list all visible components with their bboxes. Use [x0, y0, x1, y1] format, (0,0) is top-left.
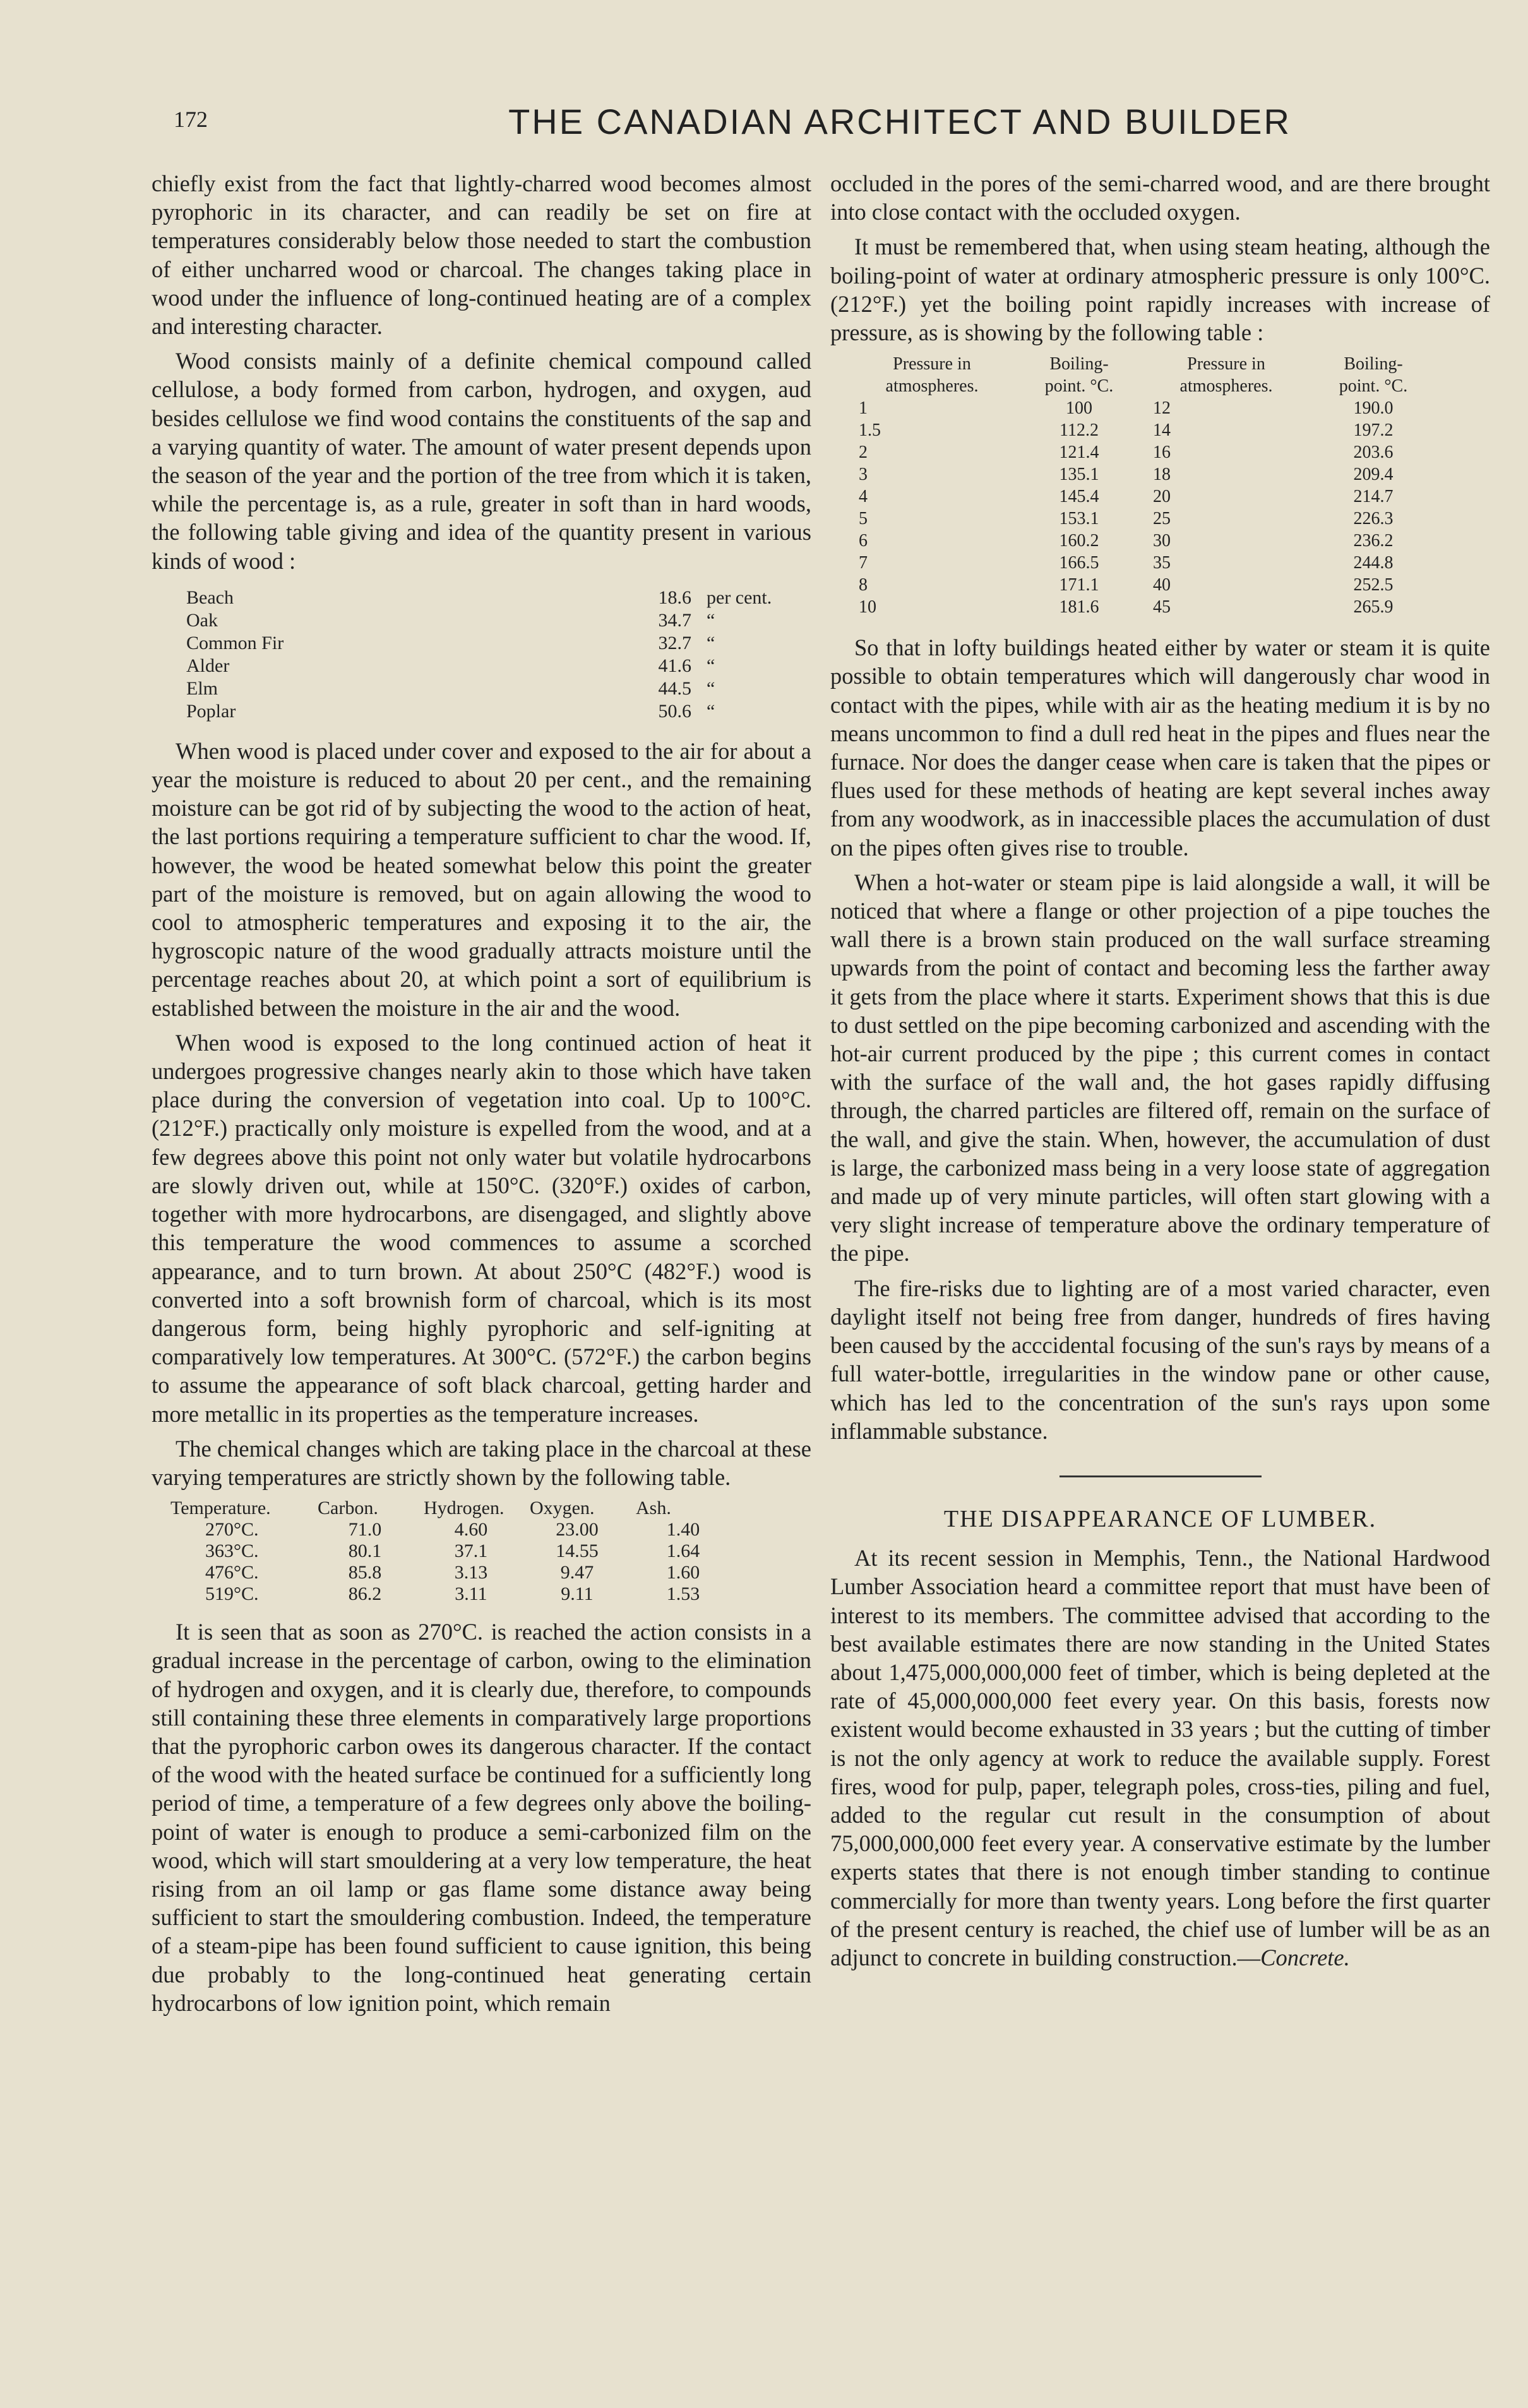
table-row [840, 508, 1428, 530]
table-row [840, 463, 1428, 486]
table-cell: 6 [859, 531, 868, 551]
table-cell: 112.2 [1059, 420, 1099, 441]
table-cell: 1.40 [666, 1519, 700, 1541]
paragraph: The chemical changes which are taking place in the charcoal at these varying temperatures are strictly shown by the following table. [152, 1435, 811, 1490]
paragraph: occluded in the pores of the semi-charred wood, and are there brought into close contact with the occluded oxygen. [830, 170, 1490, 225]
table-cell: 236.2 [1353, 531, 1394, 551]
section-divider [1059, 1475, 1262, 1477]
table-cell: 209.4 [1353, 465, 1394, 485]
table-row [170, 1562, 742, 1583]
table-cell: 519°C. [205, 1583, 259, 1605]
wood-name: Alder [186, 655, 230, 676]
table-cell: 35 [1153, 553, 1171, 573]
table-cell: 244.8 [1353, 553, 1394, 573]
boiling-point-table [840, 353, 1428, 618]
left-column [152, 169, 811, 2024]
table-cell: 8 [859, 575, 868, 595]
table-cell: 40 [1153, 575, 1171, 595]
table-cell: 9.47 [560, 1562, 594, 1583]
table-cell: 1.64 [666, 1541, 700, 1562]
table-cell: 265.9 [1353, 597, 1394, 617]
table-cell: 4.60 [454, 1519, 488, 1541]
article-heading: THE DISAPPEARANCE OF LUMBER. [943, 1505, 1377, 1532]
column-header: Ash. [636, 1498, 671, 1519]
table-cell: 153.1 [1059, 509, 1099, 529]
right-column [830, 169, 1490, 1978]
table-row [186, 677, 772, 700]
table-cell: 226.3 [1353, 509, 1394, 529]
table-row [186, 632, 772, 655]
wood-moisture-table [186, 587, 772, 723]
paragraph: When a hot-water or steam pipe is laid alongside a wall, it will be noticed that where a flange or other projection of a pipe touches the wall there is a brown stain produced on the wall surface streaming upwards from the point of contact and becoming less the farther away it gets from the place where it starts. Experiment shows that this is due to dust settled on the pipe becoming carbonized and ascending with the hot-air current produced by the pipe ; this current comes in contact with the surface of the wall and, the hot gases rapidly diffusing through, the charred particles are filtered off, remain on the surface of the wall, and give the stain. When, however, the accumulation of dust is large, the carbonized mass being in a very loose state of aggregation and made up of very minute particles, will often start glowing with a very slight increase of temperature above the ordinary temperature of the pipe. [830, 869, 1490, 1267]
moisture-unit: “ [707, 655, 715, 676]
journal-title: THE CANADIAN ARCHITECT AND BUILDER [508, 102, 1291, 141]
column-header: Temperature. [170, 1498, 271, 1519]
table-cell: 190.0 [1353, 398, 1394, 419]
moisture-value: 41.6 [658, 655, 691, 676]
paragraph: So that in lofty buildings heated either by water or steam it is quite possible to obtain temperatures which will dangerously char wood in contact with the pipes, while with air as the heating medium it is by no means uncommon to find a dull red heat in the pipes and flues near the furnace. Nor does the danger cease when care is taken that the pipes or flues used for these methods of heating are kept several inches away from any woodwork, as in inaccessible places the accumulation of dust on the pipes often gives rise to trouble. [830, 635, 1490, 861]
paragraph: Wood consists mainly of a definite chemical compound called cellulose, a body formed from carbon, hydrogen, and oxygen, aud besides cellulose we find wood contains the constituents of the sap and a varying quantity of water. The amount of water present depends upon the season of the year and the portion of the tree from which it is taken, while the percentage is, as a rule, greater in soft than in hard woods, the following table giving and idea of the quantity present in various kinds of wood : [152, 348, 811, 574]
table-cell: 252.5 [1353, 575, 1394, 595]
table-cell: 86.2 [348, 1583, 382, 1605]
table-cell: 16 [1153, 443, 1171, 463]
paragraph: chiefly exist from the fact that lightly-charred wood becomes almost pyrophoric in its character, and can readily be set on fire at temperatures considerably below those needed to start the combustion of either uncharred wood or charcoal. The changes taking place in wood under the influence of long-continued heating are of a complex and interesting character. [152, 170, 811, 340]
paragraph [830, 1544, 1490, 1972]
table-cell: 214.7 [1353, 487, 1394, 507]
table-cell: 71.0 [348, 1519, 382, 1541]
paragraph-text: At its recent session in Memphis, Tenn., the National Hardwood Lumber Association heard a committee report that must have been of interest to its members. The committee advised that according to the best available estimates there are now standing in the United States about 1,475,000,000,000 feet of timber, which is being depleted at the rate of 45,000,000,000 feet every year. On this basis, forests now existent would become exhausted in 33 years ; but the cutting of timber is not the only agency at work to reduce the available supply. Forest fires, wood for pulp, paper, telegraph poles, cross-ties, piling and fuel, added to the regular cut result in the consumption of about 75,000,000,000 feet every year. A conservative estimate by the lumber experts states that there is not enough timber standing to continue commercially for more than twenty years. Long before the first quarter of the present century is reached, the chief use of lumber will be as an adjunct to concrete in building construction.— [830, 1545, 1490, 1970]
paragraph: When wood is exposed to the long continued action of heat it undergoes progressive changes nearly akin to those which have taken place during the conversion of vegetation into coal. Up to 100°C. (212°F.) practically only moisture is expelled from the wood, and at a few degrees above this point not only water but volatile hydrocarbons are slowly driven out, while at 150°C. (320°F.) oxides of carbon, together with more hydrocarbons, are disengaged, and slightly above this temperature the wood commences to assume a scorched appearance, and to turn brown. At about 250°C (482°F.) wood is converted into a soft brownish form of charcoal, which is its most dangerous form, being highly pyrophoric and self-igniting at comparatively low temperatures. At 300°C. (572°F.) the carbon begins to assume the appearance of soft black charcoal, getting harder and more metallic in its properties as the temperature increases. [152, 1029, 811, 1427]
table-row [186, 655, 772, 677]
moisture-unit: “ [707, 677, 715, 699]
table-cell: 1.60 [666, 1562, 700, 1583]
table-row [186, 609, 772, 632]
table-cell: 14.55 [556, 1541, 599, 1562]
table-cell: 25 [1153, 509, 1171, 529]
table-row [840, 397, 1428, 419]
table-cell: 1.5 [859, 420, 881, 441]
column-header: Pressure in atmospheres. [1179, 354, 1273, 396]
paragraph: The fire-risks due to lighting are of a most varied character, even daylight itself not being free from danger, hundreds of fires having been caused by the acccidental focusing of the sun's rays by means of a full water-bottle, irregularities in the window pane or other cause, which has led to the concentration of the sun's rays upon some inflammable substance. [830, 1275, 1490, 1444]
table-row [186, 700, 772, 723]
charcoal-composition-table [170, 1498, 742, 1605]
table-cell: 3.11 [455, 1583, 487, 1605]
table-cell: 85.8 [348, 1562, 382, 1583]
table-cell: 145.4 [1059, 487, 1099, 507]
table-cell: 171.1 [1059, 575, 1099, 595]
wood-name: Oak [186, 609, 218, 631]
table-cell: 23.00 [556, 1519, 599, 1541]
column-header: Pressure in atmospheres. [885, 354, 979, 396]
column-header: Boiling-point. °C. [1044, 354, 1114, 396]
table-cell: 1.53 [666, 1583, 700, 1605]
table-cell: 160.2 [1059, 531, 1099, 551]
table-cell: 135.1 [1059, 465, 1099, 485]
table-cell: 1 [859, 398, 868, 419]
table-cell: 37.1 [454, 1541, 488, 1562]
table-row [840, 552, 1428, 574]
table-row [840, 486, 1428, 508]
moisture-unit: per cent. [707, 587, 772, 608]
table-cell: 121.4 [1059, 443, 1099, 463]
table-row [840, 419, 1428, 441]
moisture-value: 18.6 [658, 587, 691, 608]
table-cell: 10 [859, 597, 876, 617]
column-header: Hydrogen. [424, 1498, 504, 1519]
moisture-value: 44.5 [658, 677, 691, 699]
wood-name: Beach [186, 587, 234, 608]
column-header: Boiling-point. °C. [1339, 354, 1408, 396]
table-row [840, 530, 1428, 552]
table-row [170, 1519, 742, 1541]
table-cell: 476°C. [205, 1562, 259, 1583]
table-cell: 5 [859, 509, 868, 529]
column-header: Oxygen. [530, 1498, 595, 1519]
table-cell: 270°C. [205, 1519, 259, 1541]
table-cell: 14 [1153, 420, 1171, 441]
table-row [186, 587, 772, 609]
table-cell: 4 [859, 487, 868, 507]
moisture-unit: “ [707, 609, 715, 631]
table-row [840, 574, 1428, 596]
table-row [170, 1583, 742, 1605]
paragraph: It is seen that as soon as 270°C. is reached the action consists in a gradual increase in the percentage of carbon, owing to the elimination of hydrogen and oxygen, and it is clearly due, therefore, to compounds still containing these three elements in comparatively large proportions that the pyrophoric carbon owes its dangerous character. If the contact of the wood with the heated surface be continued for a sufficiently long period of time, a temperature of a few degrees only above the boiling-point of water is enough to produce a semi-carbonized film on the wood, which will start smouldering at a very low temperature, the heat rising from an oil lamp or gas flame some distance away being sufficient to start the smouldering combustion. Indeed, the temperature of a steam-pipe has been found sufficient to cause ignition, this being due probably to the long-continued heat generating certain hydrocarbons of low ignition point, which remain [152, 1619, 811, 2016]
table-cell: 181.6 [1059, 597, 1099, 617]
paragraph: It must be remembered that, when using steam heating, although the boiling-point of water at ordinary atmospheric pressure is only 100°C. (212°F.) yet the boiling point rapidly increases with increase of pressure, as is showing by the following table : [830, 234, 1490, 346]
table-cell: 166.5 [1059, 553, 1099, 573]
moisture-unit: “ [707, 632, 715, 653]
moisture-value: 34.7 [658, 609, 691, 631]
page-number: 172 [174, 107, 208, 132]
wood-name: Common Fir [186, 632, 284, 653]
source-credit: Concrete. [1260, 1944, 1350, 1970]
table-cell: 18 [1153, 465, 1171, 485]
wood-name: Elm [186, 677, 218, 699]
table-cell: 12 [1153, 398, 1171, 419]
moisture-unit: “ [707, 700, 715, 722]
table-cell: 3.13 [454, 1562, 488, 1583]
table-row [840, 596, 1428, 618]
table-cell: 20 [1153, 487, 1171, 507]
moisture-value: 32.7 [658, 632, 691, 653]
table-cell: 45 [1153, 597, 1171, 617]
table-cell: 363°C. [205, 1541, 259, 1562]
table-cell: 2 [859, 443, 868, 463]
table-cell: 100 [1066, 398, 1092, 419]
table-row [170, 1541, 742, 1562]
table-cell: 30 [1153, 531, 1171, 551]
table-cell: 197.2 [1353, 420, 1394, 441]
moisture-value: 50.6 [658, 700, 691, 722]
wood-name: Poplar [186, 700, 236, 722]
paragraph: When wood is placed under cover and exposed to the air for about a year the moisture is reduced to about 20 per cent., and the remaining moisture can be got rid of by subjecting the wood to the action of heat, the last portions requiring a temperature sufficient to char the wood. If, however, the wood be heated somewhat below this point the greater part of the moisture is removed, but on again allowing the wood to cool to atmospheric temperatures and exposing it to the air, the hygroscopic nature of the wood gradually attracts moisture until the percentage reaches about 20, at which point a sort of equilibrium is established between the moisture in the air and the wood. [152, 737, 811, 1021]
table-row [840, 441, 1428, 463]
table-cell: 9.11 [561, 1583, 594, 1605]
table-cell: 203.6 [1353, 443, 1394, 463]
table-cell: 3 [859, 465, 868, 485]
table-cell: 7 [859, 553, 868, 573]
column-header: Carbon. [318, 1498, 378, 1519]
table-cell: 80.1 [348, 1541, 382, 1562]
